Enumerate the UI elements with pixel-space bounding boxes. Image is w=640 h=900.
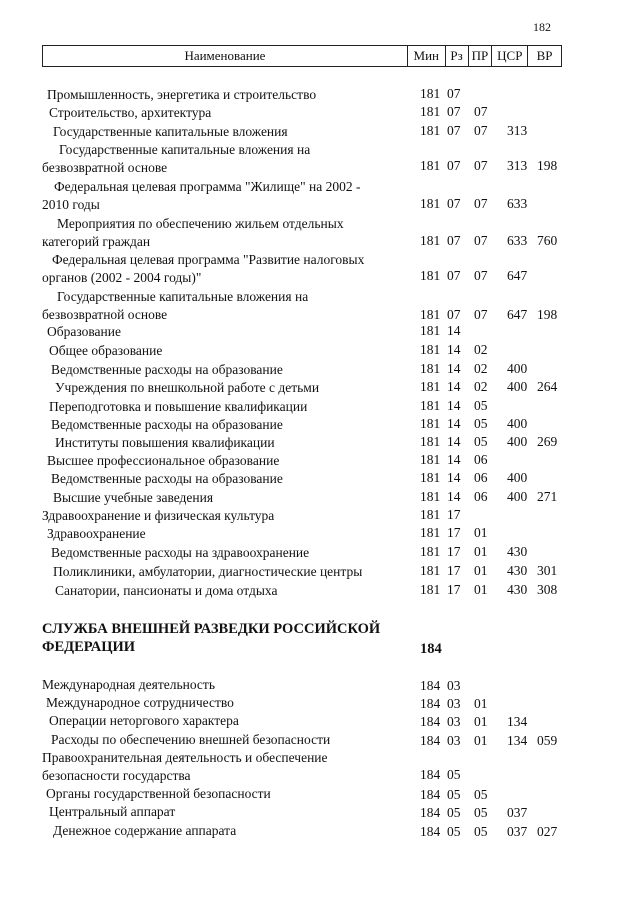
code-min: 181 bbox=[420, 582, 441, 597]
header-rz: Рз bbox=[445, 46, 468, 66]
row-name: Высшие учебные заведения bbox=[53, 490, 214, 505]
code-rz: 05 bbox=[447, 767, 461, 782]
code-min: 181 bbox=[420, 86, 441, 101]
code-rz: 03 bbox=[447, 714, 461, 729]
code-vr: 271 bbox=[537, 489, 558, 504]
code-csr: 400 bbox=[507, 379, 528, 394]
code-rz: 14 bbox=[447, 489, 461, 504]
row-name: Здравоохранение bbox=[47, 526, 146, 541]
code-rz: 14 bbox=[447, 398, 461, 413]
code-min: 184 bbox=[420, 696, 441, 711]
row-name: Мероприятия по обеспечению жильем отдельных категорий граждан bbox=[42, 216, 344, 249]
section-code: 184 bbox=[420, 641, 442, 657]
code-rz: 07 bbox=[447, 307, 461, 322]
code-min: 181 bbox=[420, 544, 441, 559]
row-name: Федеральная целевая программа "Развитие налоговых органов (2002 - 2004 годы)" bbox=[42, 252, 365, 285]
code-pr: 01 bbox=[474, 714, 488, 729]
code-csr: 400 bbox=[507, 489, 528, 504]
code-csr: 134 bbox=[507, 714, 528, 729]
row-name: Здравоохранение и физическая культура bbox=[42, 508, 275, 523]
code-rz: 05 bbox=[447, 805, 461, 820]
code-rz: 07 bbox=[447, 268, 461, 283]
row-name: Расходы по обеспечению внешней безопасности bbox=[51, 732, 331, 747]
row-name: Государственные капитальные вложения на безвозвратной основе bbox=[42, 289, 309, 322]
code-rz: 07 bbox=[447, 123, 461, 138]
row-name: Правоохранительная деятельность и обеспечение безопасности государства bbox=[42, 750, 328, 783]
section-title: СЛУЖБА ВНЕШНЕЙ РАЗВЕДКИ РОССИЙСКОЙ ФЕДЕРАЦИИ bbox=[42, 621, 381, 655]
code-min: 181 bbox=[420, 123, 441, 138]
code-min: 181 bbox=[420, 416, 441, 431]
code-vr: 308 bbox=[537, 582, 558, 597]
row-name: Федеральная целевая программа "Жилище" на 2002 - 2010 годы bbox=[42, 179, 361, 212]
code-csr: 400 bbox=[507, 434, 528, 449]
code-rz: 14 bbox=[447, 452, 461, 467]
code-csr: 134 bbox=[507, 733, 528, 748]
row-name: Промышленность, энергетика и строительство bbox=[47, 87, 317, 102]
code-min: 184 bbox=[420, 824, 441, 839]
code-pr: 05 bbox=[474, 434, 488, 449]
code-vr: 198 bbox=[537, 307, 558, 322]
header-min: Мин bbox=[407, 46, 445, 66]
code-rz: 07 bbox=[447, 86, 461, 101]
code-min: 181 bbox=[420, 507, 441, 522]
row-name: Государственные капитальные вложения на безвозвратной основе bbox=[42, 142, 311, 175]
table-header bbox=[42, 45, 562, 67]
code-min: 184 bbox=[420, 678, 441, 693]
row-name: Денежное содержание аппарата bbox=[53, 823, 237, 838]
code-pr: 07 bbox=[474, 158, 488, 173]
code-pr: 05 bbox=[474, 805, 488, 820]
code-csr: 633 bbox=[507, 233, 528, 248]
code-csr: 400 bbox=[507, 416, 528, 431]
code-min: 181 bbox=[420, 398, 441, 413]
code-csr: 313 bbox=[507, 123, 528, 138]
code-min: 181 bbox=[420, 379, 441, 394]
code-rz: 07 bbox=[447, 158, 461, 173]
header-name: Наименование bbox=[184, 48, 266, 63]
code-rz: 17 bbox=[447, 544, 461, 559]
code-rz: 03 bbox=[447, 696, 461, 711]
code-vr: 198 bbox=[537, 158, 558, 173]
row-name: Государственные капитальные вложения bbox=[53, 124, 288, 139]
row-name: Санатории, пансионаты и дома отдыха bbox=[55, 583, 278, 598]
code-pr: 07 bbox=[474, 233, 488, 248]
code-rz: 14 bbox=[447, 434, 461, 449]
code-pr: 01 bbox=[474, 525, 488, 540]
code-vr: 059 bbox=[537, 733, 558, 748]
code-min: 181 bbox=[420, 470, 441, 485]
row-name: Операции неторгового характера bbox=[49, 713, 239, 728]
row-name: Ведомственные расходы на образование bbox=[51, 362, 283, 377]
code-pr: 05 bbox=[474, 787, 488, 802]
code-min: 184 bbox=[420, 805, 441, 820]
code-pr: 01 bbox=[474, 696, 488, 711]
code-csr: 430 bbox=[507, 563, 528, 578]
code-pr: 02 bbox=[474, 342, 488, 357]
code-pr: 01 bbox=[474, 544, 488, 559]
code-rz: 17 bbox=[447, 582, 461, 597]
code-pr: 01 bbox=[474, 733, 488, 748]
code-csr: 400 bbox=[507, 361, 528, 376]
code-rz: 14 bbox=[447, 342, 461, 357]
code-rz: 17 bbox=[447, 563, 461, 578]
code-vr: 760 bbox=[537, 233, 558, 248]
code-min: 184 bbox=[420, 733, 441, 748]
code-csr: 647 bbox=[507, 268, 528, 283]
code-rz: 14 bbox=[447, 379, 461, 394]
code-pr: 05 bbox=[474, 416, 488, 431]
code-rz: 05 bbox=[447, 787, 461, 802]
code-rz: 07 bbox=[447, 104, 461, 119]
header-pr: ПР bbox=[468, 46, 492, 66]
code-min: 181 bbox=[420, 307, 441, 322]
code-vr: 027 bbox=[537, 824, 558, 839]
code-csr: 400 bbox=[507, 470, 528, 485]
code-rz: 14 bbox=[447, 361, 461, 376]
code-min: 181 bbox=[420, 434, 441, 449]
code-min: 181 bbox=[420, 563, 441, 578]
code-rz: 17 bbox=[447, 507, 461, 522]
code-vr: 301 bbox=[537, 563, 558, 578]
code-min: 181 bbox=[420, 489, 441, 504]
code-csr: 037 bbox=[507, 824, 528, 839]
row-name: Учреждения по внешкольной работе с детьми bbox=[55, 380, 320, 395]
code-min: 181 bbox=[420, 196, 441, 211]
code-min: 181 bbox=[420, 323, 441, 338]
row-name: Ведомственные расходы на здравоохранение bbox=[51, 545, 310, 560]
code-vr: 269 bbox=[537, 434, 558, 449]
code-rz: 07 bbox=[447, 196, 461, 211]
code-pr: 01 bbox=[474, 582, 488, 597]
code-rz: 17 bbox=[447, 525, 461, 540]
code-vr: 264 bbox=[537, 379, 558, 394]
code-pr: 06 bbox=[474, 452, 488, 467]
code-rz: 05 bbox=[447, 824, 461, 839]
code-min: 184 bbox=[420, 767, 441, 782]
code-csr: 037 bbox=[507, 805, 528, 820]
header-csr: ЦСР bbox=[491, 46, 527, 66]
code-min: 181 bbox=[420, 233, 441, 248]
code-csr: 647 bbox=[507, 307, 528, 322]
code-pr: 07 bbox=[474, 196, 488, 211]
code-pr: 06 bbox=[474, 470, 488, 485]
row-name: Институты повышения квалификации bbox=[55, 435, 275, 450]
code-pr: 01 bbox=[474, 563, 488, 578]
code-pr: 07 bbox=[474, 123, 488, 138]
row-name: Ведомственные расходы на образование bbox=[51, 471, 283, 486]
code-csr: 633 bbox=[507, 196, 528, 211]
code-min: 181 bbox=[420, 104, 441, 119]
code-min: 181 bbox=[420, 361, 441, 376]
code-csr: 430 bbox=[507, 582, 528, 597]
code-pr: 02 bbox=[474, 379, 488, 394]
row-name: Международное сотрудничество bbox=[46, 695, 234, 710]
code-pr: 06 bbox=[474, 489, 488, 504]
code-rz: 03 bbox=[447, 733, 461, 748]
row-name: Органы государственной безопасности bbox=[46, 786, 271, 801]
code-pr: 05 bbox=[474, 824, 488, 839]
code-pr: 07 bbox=[474, 268, 488, 283]
code-csr: 430 bbox=[507, 544, 528, 559]
code-pr: 02 bbox=[474, 361, 488, 376]
row-name: Ведомственные расходы на образование bbox=[51, 417, 283, 432]
header-vr: ВР bbox=[527, 46, 561, 66]
code-min: 184 bbox=[420, 714, 441, 729]
code-rz: 14 bbox=[447, 470, 461, 485]
code-pr: 07 bbox=[474, 307, 488, 322]
code-pr: 07 bbox=[474, 104, 488, 119]
code-rz: 07 bbox=[447, 233, 461, 248]
row-name: Строительство, архитектура bbox=[49, 105, 212, 120]
row-name: Переподготовка и повышение квалификации bbox=[49, 399, 308, 414]
code-rz: 14 bbox=[447, 416, 461, 431]
code-min: 181 bbox=[420, 342, 441, 357]
code-min: 181 bbox=[420, 452, 441, 467]
code-rz: 03 bbox=[447, 678, 461, 693]
code-min: 181 bbox=[420, 158, 441, 173]
code-pr: 05 bbox=[474, 398, 488, 413]
code-csr: 313 bbox=[507, 158, 528, 173]
row-name: Образование bbox=[47, 324, 121, 339]
row-name: Центральный аппарат bbox=[49, 804, 176, 819]
row-name: Высшее профессиональное образование bbox=[47, 453, 280, 468]
code-rz: 14 bbox=[447, 323, 461, 338]
row-name: Международная деятельность bbox=[42, 677, 215, 692]
row-name: Общее образование bbox=[49, 343, 163, 358]
code-min: 181 bbox=[420, 268, 441, 283]
page-number: 182 bbox=[533, 20, 551, 34]
row-name: Поликлиники, амбулатории, диагностические центры bbox=[53, 564, 363, 579]
code-min: 181 bbox=[420, 525, 441, 540]
code-min: 184 bbox=[420, 787, 441, 802]
